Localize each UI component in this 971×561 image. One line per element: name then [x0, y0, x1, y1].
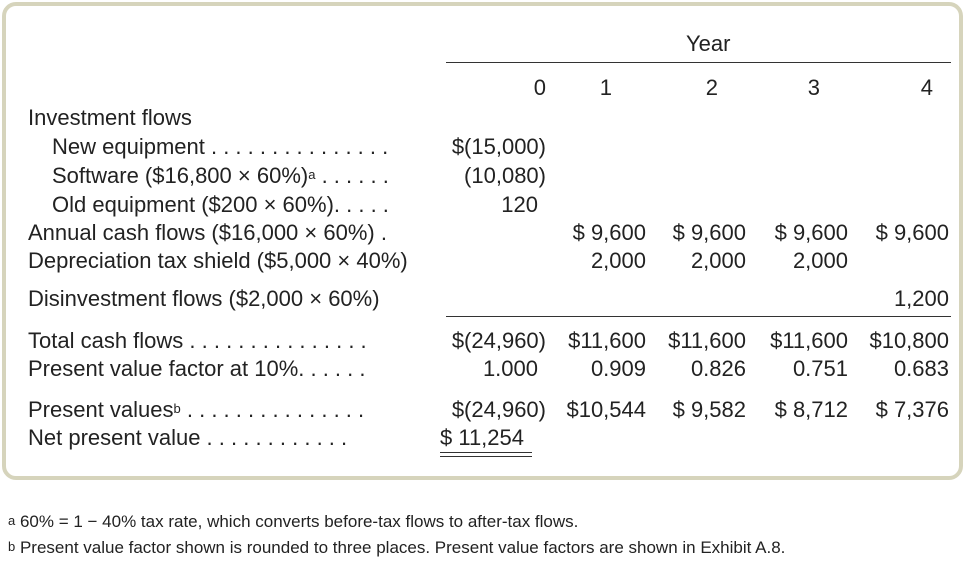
cell-old-equipment-y0: 120 — [501, 192, 538, 217]
cell-new-equipment-y0: $(15,000) — [451, 134, 546, 159]
cell-pv-factor-y3: 0.751 — [792, 356, 848, 381]
npv-double-underline-bottom — [440, 456, 532, 457]
cell-pv-factor-y1: 0.909 — [590, 356, 646, 381]
row-label-total-cash-flows: Total cash flows . . . . . . . . . . . . . . . — [28, 328, 367, 353]
row-label-old-equipment: Old equipment ($200 × 60%). . . . . — [52, 192, 389, 217]
cell-present-values-y4: $ 7,376 — [875, 397, 949, 422]
software-label-text: Software ($16,800 × 60%) — [52, 163, 309, 188]
cell-annual-cash-flows-y3: $ 9,600 — [774, 220, 848, 245]
cell-total-cash-flows-y1: $11,600 — [568, 328, 646, 353]
cell-net-present-value-y0: $ 11,254 — [440, 425, 525, 450]
cell-total-cash-flows-y2: $11,600 — [668, 328, 746, 353]
npv-double-underline-top — [440, 452, 532, 453]
year-2-header: 2 — [705, 75, 718, 100]
footnote-b-marker: b — [8, 539, 16, 554]
row-label-net-present-value: Net present value . . . . . . . . . . . . — [28, 425, 348, 450]
cell-total-cash-flows-y0: $(24,960) — [451, 328, 546, 353]
cell-annual-cash-flows-y1: $ 9,600 — [572, 220, 646, 245]
footnote-a-text: 60% = 1 − 40% tax rate, which converts before-tax flows to after-tax flows. — [15, 512, 579, 531]
cell-pv-factor-y2: 0.826 — [690, 356, 746, 381]
row-label-software — [52, 164, 389, 188]
cell-pv-factor-y0: 1.000 — [482, 356, 538, 381]
cell-total-cash-flows-y4: $10,800 — [869, 328, 949, 353]
cell-present-values-y2: $ 9,582 — [672, 397, 746, 422]
row-label-investment-flows: Investment flows — [28, 105, 192, 130]
year-heading-rule — [446, 62, 951, 63]
year-1-header: 1 — [599, 75, 612, 100]
footnote-a-mark: a — [308, 167, 316, 182]
cell-present-values-y0: $(24,960) — [451, 397, 546, 422]
software-label-dots: . . . . . . — [315, 163, 389, 188]
cell-pv-factor-y4: 0.683 — [893, 356, 949, 381]
footnote-a — [8, 512, 578, 532]
footnote-b-text: Present value factor shown is rounded to three places. Present value factors are shown in Exhibit A.8. — [15, 538, 786, 557]
cell-annual-cash-flows-y4: $ 9,600 — [875, 220, 949, 245]
footnote-a-marker: a — [8, 513, 16, 528]
cell-depreciation-y2: 2,000 — [690, 248, 746, 273]
row-label-new-equipment: New equipment . . . . . . . . . . . . . . . — [52, 134, 389, 159]
cell-software-y0: (10,080) — [464, 163, 546, 188]
present-values-label-text: Present values — [28, 397, 174, 422]
year-0-header: 0 — [533, 75, 546, 100]
row-label-annual-cash-flows: Annual cash flows ($16,000 × 60%) . — [28, 220, 387, 245]
subtotal-rule — [446, 316, 951, 317]
cell-disinvestment-y4: 1,200 — [893, 286, 949, 311]
row-label-present-values — [28, 398, 364, 422]
year-3-header: 3 — [807, 75, 820, 100]
table-panel — [2, 2, 963, 480]
year-4-header: 4 — [920, 75, 933, 100]
row-label-present-value-factor: Present value factor at 10%. . . . . . — [28, 356, 366, 381]
cell-depreciation-y3: 2,000 — [792, 248, 848, 273]
footnote-b — [8, 538, 785, 558]
cell-present-values-y1: $10,544 — [566, 397, 646, 422]
footnote-b-mark: b — [173, 401, 181, 416]
row-label-disinvestment-flows: Disinvestment flows ($2,000 × 60%) — [28, 286, 380, 311]
cell-total-cash-flows-y3: $11,600 — [770, 328, 848, 353]
cell-present-values-y3: $ 8,712 — [774, 397, 848, 422]
cell-depreciation-y1: 2,000 — [590, 248, 646, 273]
row-label-depreciation-tax-shield: Depreciation tax shield ($5,000 × 40%) — [28, 248, 408, 273]
cell-annual-cash-flows-y2: $ 9,600 — [672, 220, 746, 245]
present-values-label-dots: . . . . . . . . . . . . . . . — [180, 397, 365, 422]
year-heading: Year — [686, 31, 731, 56]
